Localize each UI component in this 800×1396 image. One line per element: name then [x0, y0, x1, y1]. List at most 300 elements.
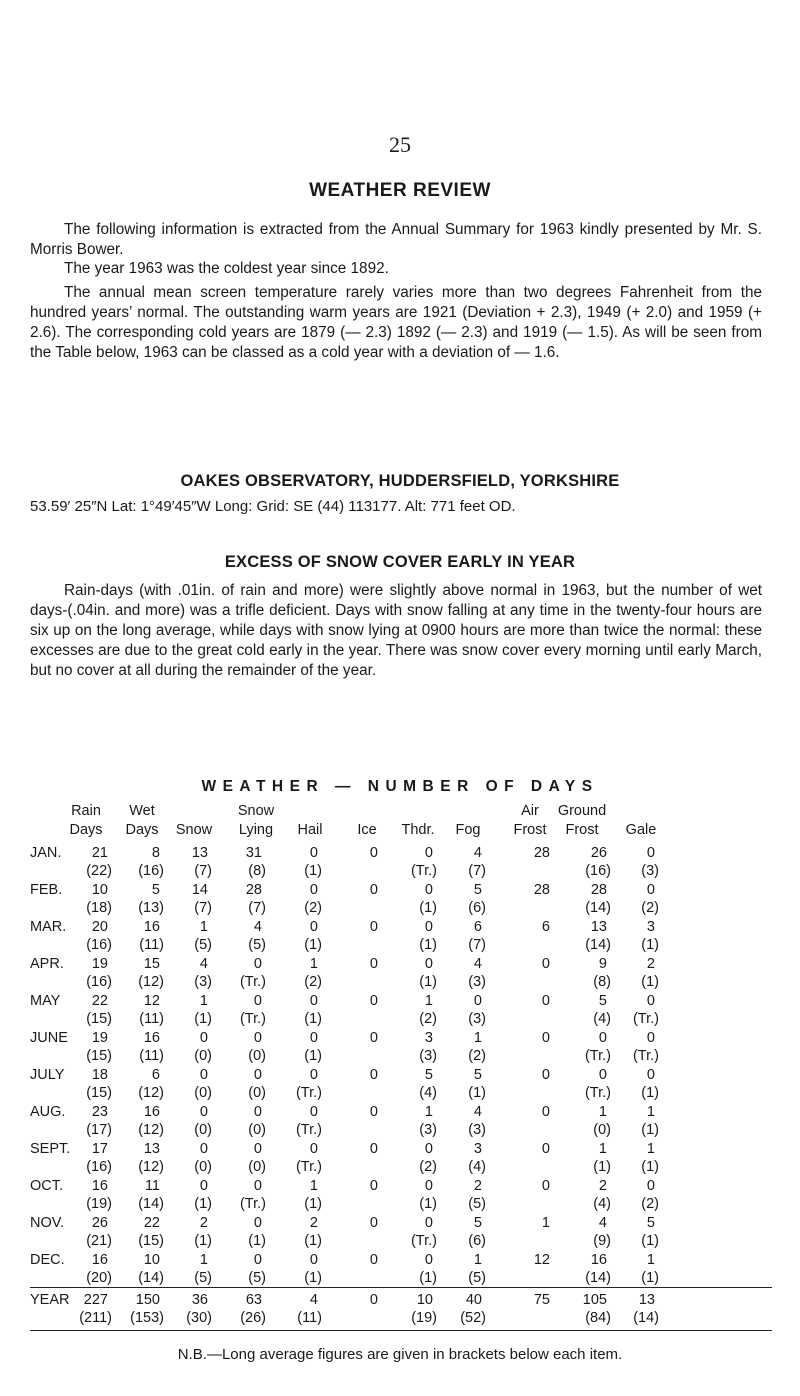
average-cell: (19) — [86, 1196, 112, 1212]
table-title: WEATHER — NUMBER OF DAYS — [201, 778, 599, 795]
total-label: YEAR — [30, 1292, 70, 1308]
average-cell: (1) — [641, 1270, 659, 1286]
value-cell: 5 — [473, 1215, 482, 1231]
average-cell: (0) — [248, 1085, 266, 1101]
observatory-heading: OAKES OBSERVATORY, HUDDERSFIELD, YORKSHIRE — [180, 472, 620, 490]
value-cell: 0 — [541, 1141, 550, 1157]
value-cell: 10 — [91, 882, 108, 898]
total-average-cell: (19) — [411, 1310, 437, 1326]
value-cell: 13 — [143, 1141, 160, 1157]
average-cell: (22) — [86, 863, 112, 879]
value-cell: 6 — [541, 919, 550, 935]
total-average-cell: (14) — [633, 1310, 659, 1326]
column-header: Lying — [238, 822, 274, 838]
average-cell: (6) — [468, 1233, 486, 1249]
value-cell: 0 — [369, 1104, 378, 1120]
total-value-cell: 10 — [416, 1292, 433, 1308]
value-cell: 0 — [541, 1104, 550, 1120]
value-cell: 0 — [199, 1104, 208, 1120]
value-cell: 0 — [309, 993, 318, 1009]
average-cell: (14) — [585, 900, 611, 916]
average-cell: (15) — [138, 1233, 164, 1249]
column-header-top: Snow — [237, 803, 275, 819]
average-cell: (Tr.) — [410, 1233, 437, 1249]
average-cell: (5) — [248, 937, 266, 953]
average-cell: (4) — [593, 1196, 611, 1212]
average-cell: (5) — [468, 1270, 486, 1286]
average-cell: (3) — [641, 863, 659, 879]
average-cell: (11) — [139, 937, 164, 953]
average-cell: (15) — [86, 1085, 112, 1101]
value-cell: 0 — [473, 993, 482, 1009]
value-cell: 0 — [424, 956, 433, 972]
value-cell: 9 — [598, 956, 607, 972]
value-cell: 19 — [91, 956, 108, 972]
value-cell: 0 — [253, 956, 262, 972]
month-label: JAN. — [30, 845, 62, 861]
value-cell: 0 — [541, 956, 550, 972]
value-cell: 1 — [598, 1141, 607, 1157]
value-cell: 1 — [646, 1252, 655, 1268]
value-cell: 0 — [309, 882, 318, 898]
average-cell: (1) — [304, 863, 322, 879]
total-value-cell: 0 — [369, 1292, 378, 1308]
total-value-cell: 40 — [465, 1292, 482, 1308]
value-cell: 0 — [598, 1030, 607, 1046]
page-title: WEATHER REVIEW — [309, 180, 491, 201]
value-cell: 0 — [369, 956, 378, 972]
average-cell: (15) — [86, 1048, 112, 1064]
average-cell: (4) — [419, 1085, 437, 1101]
value-cell: 17 — [91, 1141, 108, 1157]
average-cell: (0) — [194, 1122, 212, 1138]
value-cell: 28 — [590, 882, 607, 898]
average-cell: (3) — [194, 974, 212, 990]
average-cell: (7) — [194, 863, 212, 879]
value-cell: 0 — [253, 993, 262, 1009]
average-cell: (1) — [304, 1270, 322, 1286]
average-cell: (13) — [138, 900, 164, 916]
value-cell: 0 — [309, 845, 318, 861]
value-cell: 2 — [473, 1178, 482, 1194]
value-cell: 0 — [541, 1067, 550, 1083]
value-cell: 5 — [473, 1067, 482, 1083]
value-cell: 26 — [590, 845, 607, 861]
average-cell: (2) — [468, 1048, 486, 1064]
average-cell: (16) — [86, 937, 112, 953]
total-value-cell: 150 — [135, 1292, 160, 1308]
value-cell: 0 — [646, 993, 655, 1009]
month-label: JUNE — [30, 1030, 68, 1046]
value-cell: 2 — [199, 1215, 208, 1231]
total-average-cell: (26) — [240, 1310, 266, 1326]
value-cell: 0 — [369, 1141, 378, 1157]
value-cell: 16 — [91, 1252, 108, 1268]
average-cell: (0) — [593, 1122, 611, 1138]
value-cell: 20 — [91, 919, 108, 935]
average-cell: (6) — [468, 900, 486, 916]
table-note: N.B.—Long average figures are given in brackets below each item. — [177, 1346, 623, 1363]
average-cell: (1) — [304, 1196, 322, 1212]
value-cell: 0 — [646, 1178, 655, 1194]
average-cell: (3) — [419, 1048, 437, 1064]
average-cell: (7) — [194, 900, 212, 916]
average-cell: (21) — [86, 1233, 112, 1249]
average-cell: (3) — [468, 1122, 486, 1138]
average-cell: (Tr.) — [584, 1048, 611, 1064]
average-cell: (14) — [138, 1196, 164, 1212]
value-cell: 11 — [144, 1178, 160, 1194]
value-cell: 0 — [424, 919, 433, 935]
value-cell: 0 — [369, 919, 378, 935]
average-cell: (1) — [304, 1048, 322, 1064]
average-cell: (20) — [86, 1270, 112, 1286]
value-cell: 16 — [143, 919, 160, 935]
value-cell: 0 — [309, 1030, 318, 1046]
column-header: Ice — [357, 822, 377, 838]
average-cell: (1) — [419, 900, 437, 916]
value-cell: 8 — [151, 845, 160, 861]
average-cell: (1) — [641, 974, 659, 990]
value-cell: 0 — [199, 1067, 208, 1083]
value-cell: 4 — [473, 956, 482, 972]
value-cell: 0 — [369, 1067, 378, 1083]
average-cell: (0) — [248, 1122, 266, 1138]
average-cell: (2) — [304, 900, 322, 916]
month-label: MAY — [30, 993, 61, 1009]
month-label: DEC. — [30, 1252, 65, 1268]
average-cell: (Tr.) — [239, 1011, 266, 1027]
value-cell: 28 — [245, 882, 262, 898]
value-cell: 0 — [541, 1030, 550, 1046]
column-header-top: Ground — [557, 803, 607, 819]
value-cell: 0 — [424, 1215, 433, 1231]
value-cell: 22 — [143, 1215, 160, 1231]
value-cell: 0 — [424, 845, 433, 861]
value-cell: 0 — [199, 1030, 208, 1046]
total-value-cell: 13 — [638, 1292, 655, 1308]
value-cell: 28 — [533, 882, 550, 898]
average-cell: (Tr.) — [239, 974, 266, 990]
average-cell: (2) — [419, 1011, 437, 1027]
value-cell: 0 — [253, 1067, 262, 1083]
average-cell: (0) — [194, 1159, 212, 1175]
value-cell: 0 — [424, 1178, 433, 1194]
value-cell: 4 — [253, 919, 262, 935]
average-cell: (14) — [585, 937, 611, 953]
value-cell: 0 — [309, 1252, 318, 1268]
average-cell: (1) — [468, 1085, 486, 1101]
average-cell: (1) — [194, 1011, 212, 1027]
average-cell: (3) — [468, 1011, 486, 1027]
average-cell: (1) — [194, 1196, 212, 1212]
value-cell: 15 — [143, 956, 160, 972]
value-cell: 13 — [590, 919, 607, 935]
value-cell: 1 — [473, 1030, 482, 1046]
value-cell: 10 — [143, 1252, 160, 1268]
value-cell: 0 — [253, 1030, 262, 1046]
average-cell: (Tr.) — [295, 1085, 322, 1101]
average-cell: (1) — [641, 1233, 659, 1249]
average-cell: (12) — [138, 974, 164, 990]
value-cell: 0 — [369, 1030, 378, 1046]
value-cell: 0 — [309, 1067, 318, 1083]
average-cell: (17) — [86, 1122, 112, 1138]
value-cell: 1 — [473, 1252, 482, 1268]
page-number: 25 — [389, 132, 411, 157]
column-header: Fog — [455, 822, 481, 838]
value-cell: 12 — [143, 993, 160, 1009]
average-cell: (0) — [194, 1085, 212, 1101]
average-cell: (14) — [585, 1270, 611, 1286]
value-cell: 1 — [309, 956, 318, 972]
value-cell: 31 — [245, 845, 262, 861]
value-cell: 1 — [424, 1104, 433, 1120]
value-cell: 12 — [533, 1252, 550, 1268]
value-cell: 16 — [590, 1252, 607, 1268]
column-header: Days — [125, 822, 159, 838]
average-cell: (1) — [641, 1159, 659, 1175]
average-cell: (1) — [194, 1233, 212, 1249]
value-cell: 6 — [151, 1067, 160, 1083]
total-average-cell: (30) — [186, 1310, 212, 1326]
value-cell: 6 — [473, 919, 482, 935]
month-label: AUG. — [30, 1104, 66, 1120]
value-cell: 0 — [541, 1178, 550, 1194]
value-cell: 0 — [424, 1252, 433, 1268]
value-cell: 0 — [369, 1178, 378, 1194]
value-cell: 0 — [646, 1030, 655, 1046]
column-header-top: Rain — [71, 803, 101, 819]
column-header: Frost — [513, 822, 547, 838]
average-cell: (2) — [641, 1196, 659, 1212]
value-cell: 4 — [199, 956, 208, 972]
total-value-cell: 36 — [191, 1292, 208, 1308]
value-cell: 0 — [541, 993, 550, 1009]
value-cell: 0 — [369, 882, 378, 898]
average-cell: (11) — [139, 1011, 164, 1027]
average-cell: (7) — [468, 863, 486, 879]
value-cell: 18 — [91, 1067, 108, 1083]
average-cell: (1) — [248, 1233, 266, 1249]
intro-paragraph-1: The following information is extracted from the Annual Summary for 1963 kindly presented by Mr. S. Morris Bower. — [30, 221, 762, 258]
average-cell: (Tr.) — [632, 1011, 659, 1027]
average-cell: (5) — [248, 1270, 266, 1286]
value-cell: 1 — [199, 1252, 208, 1268]
value-cell: 28 — [533, 845, 550, 861]
month-label: NOV. — [30, 1215, 65, 1231]
value-cell: 26 — [91, 1215, 108, 1231]
average-cell: (0) — [248, 1159, 266, 1175]
value-cell: 3 — [646, 919, 655, 935]
value-cell: 4 — [598, 1215, 607, 1231]
intro-paragraph-2: The year 1963 was the coldest year since 1892. — [64, 260, 389, 277]
observatory-location: 53.59′ 25″N Lat: 1°49′45″W Long: Grid: SE (44) 113177. Alt: 771 feet OD. — [30, 498, 516, 515]
average-cell: (7) — [248, 900, 266, 916]
total-value-cell: 105 — [582, 1292, 607, 1308]
value-cell: 0 — [309, 1141, 318, 1157]
value-cell: 5 — [473, 882, 482, 898]
column-header: Hail — [297, 822, 323, 838]
average-cell: (2) — [419, 1159, 437, 1175]
column-header-top: Wet — [129, 803, 155, 819]
average-cell: (1) — [593, 1159, 611, 1175]
average-cell: (1) — [419, 1270, 437, 1286]
value-cell: 0 — [309, 1104, 318, 1120]
average-cell: (16) — [86, 974, 112, 990]
value-cell: 16 — [143, 1030, 160, 1046]
average-cell: (18) — [86, 900, 112, 916]
value-cell: 13 — [191, 845, 208, 861]
average-cell: (3) — [419, 1122, 437, 1138]
average-cell: (1) — [641, 1085, 659, 1101]
value-cell: 5 — [424, 1067, 433, 1083]
value-cell: 3 — [473, 1141, 482, 1157]
value-cell: 16 — [143, 1104, 160, 1120]
month-label: FEB. — [30, 882, 63, 898]
total-value-cell: 227 — [83, 1292, 108, 1308]
value-cell: 0 — [646, 1067, 655, 1083]
average-cell: (5) — [194, 937, 212, 953]
average-cell: (Tr.) — [584, 1085, 611, 1101]
value-cell: 0 — [424, 1141, 433, 1157]
total-average-cell: (211) — [79, 1310, 112, 1326]
average-cell: (1) — [641, 1122, 659, 1138]
average-cell: (1) — [419, 1196, 437, 1212]
average-cell: (5) — [468, 1196, 486, 1212]
column-header-top: Air — [521, 803, 539, 819]
average-cell: (Tr.) — [239, 1196, 266, 1212]
value-cell: 0 — [253, 1178, 262, 1194]
average-cell: (4) — [593, 1011, 611, 1027]
value-cell: 0 — [253, 1215, 262, 1231]
average-cell: (16) — [138, 863, 164, 879]
value-cell: 2 — [598, 1178, 607, 1194]
value-cell: 22 — [91, 993, 108, 1009]
average-cell: (7) — [468, 937, 486, 953]
average-cell: (2) — [304, 974, 322, 990]
average-cell: (1) — [304, 937, 322, 953]
total-average-cell: (84) — [585, 1310, 611, 1326]
value-cell: 23 — [91, 1104, 108, 1120]
total-average-cell: (11) — [297, 1310, 322, 1326]
value-cell: 5 — [598, 993, 607, 1009]
value-cell: 1 — [199, 919, 208, 935]
average-cell: (12) — [138, 1085, 164, 1101]
month-label: APR. — [30, 956, 64, 972]
total-average-cell: (52) — [460, 1310, 486, 1326]
value-cell: 0 — [646, 845, 655, 861]
value-cell: 0 — [646, 882, 655, 898]
average-cell: (8) — [248, 863, 266, 879]
snow-section-paragraph: Rain-days (with .01in. of rain and more) were slightly above normal in 1963, but the number of wet days-(.04in. and more) was a trifle deficient. Days with snow falling at any time in the twenty-four hours are six up on the long average, while days with snow lying at 0900 hours are more than twice the normal: these excesses are due to the great cold early in the year. There was snow cover every morning until early March, but no cover at all during the remainder of the year. — [30, 582, 762, 679]
average-cell: (1) — [419, 974, 437, 990]
value-cell: 1 — [541, 1215, 550, 1231]
snow-section-heading: EXCESS OF SNOW COVER EARLY IN YEAR — [224, 553, 576, 571]
table-rule-top — [30, 1287, 772, 1288]
value-cell: 5 — [151, 882, 160, 898]
value-cell: 1 — [646, 1104, 655, 1120]
average-cell: (1) — [419, 937, 437, 953]
average-cell: (Tr.) — [410, 863, 437, 879]
value-cell: 0 — [253, 1104, 262, 1120]
value-cell: 0 — [598, 1067, 607, 1083]
value-cell: 3 — [424, 1030, 433, 1046]
column-header: Snow — [175, 822, 213, 838]
average-cell: (4) — [468, 1159, 486, 1175]
average-cell: (1) — [304, 1233, 322, 1249]
value-cell: 2 — [646, 956, 655, 972]
total-value-cell: 75 — [533, 1292, 550, 1308]
month-label: MAR. — [30, 919, 67, 935]
average-cell: (1) — [641, 937, 659, 953]
average-cell: (Tr.) — [632, 1048, 659, 1064]
average-cell: (1) — [304, 1011, 322, 1027]
total-value-cell: 4 — [309, 1292, 318, 1308]
value-cell: 0 — [369, 993, 378, 1009]
average-cell: (12) — [138, 1122, 164, 1138]
average-cell: (16) — [585, 863, 611, 879]
value-cell: 0 — [369, 1252, 378, 1268]
column-header: Thdr. — [401, 822, 435, 838]
value-cell: 2 — [309, 1215, 318, 1231]
value-cell: 1 — [424, 993, 433, 1009]
month-label: OCT. — [30, 1178, 64, 1194]
average-cell: (5) — [194, 1270, 212, 1286]
value-cell: 0 — [369, 845, 378, 861]
intro-paragraph-3: The annual mean screen temperature rarely varies more than two degrees Fahrenheit from the hundred years’ normal. The outstanding warm years are 1921 (Deviation + 2.3), 1949 (+ 2.0) and 1959 (+ 2.6). The corresponding cold years are 1879 (— 2.3) 1892 (— 2.3) and 1919 (— 1.5). As will be seen from the Table below, 1963 can be classed as a cold year with a deviation of — 1.6. — [30, 284, 762, 361]
average-cell: (0) — [194, 1048, 212, 1064]
average-cell: (3) — [468, 974, 486, 990]
column-header: Frost — [565, 822, 599, 838]
value-cell: 0 — [253, 1252, 262, 1268]
average-cell: (11) — [139, 1048, 164, 1064]
value-cell: 0 — [424, 882, 433, 898]
value-cell: 1 — [646, 1141, 655, 1157]
value-cell: 21 — [91, 845, 108, 861]
average-cell: (9) — [593, 1233, 611, 1249]
average-cell: (2) — [641, 900, 659, 916]
value-cell: 0 — [199, 1141, 208, 1157]
table-rule-bottom — [30, 1330, 772, 1331]
total-value-cell: 63 — [245, 1292, 262, 1308]
value-cell: 1 — [309, 1178, 318, 1194]
average-cell: (16) — [86, 1159, 112, 1175]
average-cell: (Tr.) — [295, 1159, 322, 1175]
value-cell: 0 — [253, 1141, 262, 1157]
value-cell: 14 — [191, 882, 208, 898]
value-cell: 0 — [369, 1215, 378, 1231]
average-cell: (14) — [138, 1270, 164, 1286]
value-cell: 0 — [199, 1178, 208, 1194]
average-cell: (12) — [138, 1159, 164, 1175]
value-cell: 5 — [646, 1215, 655, 1231]
month-label: SEPT. — [30, 1141, 71, 1157]
value-cell: 1 — [199, 993, 208, 1009]
average-cell: (0) — [248, 1048, 266, 1064]
column-header: Days — [69, 822, 103, 838]
total-average-cell: (153) — [130, 1310, 164, 1326]
month-label: JULY — [30, 1067, 65, 1083]
average-cell: (15) — [86, 1011, 112, 1027]
value-cell: 4 — [473, 845, 482, 861]
value-cell: 16 — [91, 1178, 108, 1194]
average-cell: (Tr.) — [295, 1122, 322, 1138]
value-cell: 1 — [598, 1104, 607, 1120]
value-cell: 19 — [91, 1030, 108, 1046]
average-cell: (8) — [593, 974, 611, 990]
value-cell: 4 — [473, 1104, 482, 1120]
